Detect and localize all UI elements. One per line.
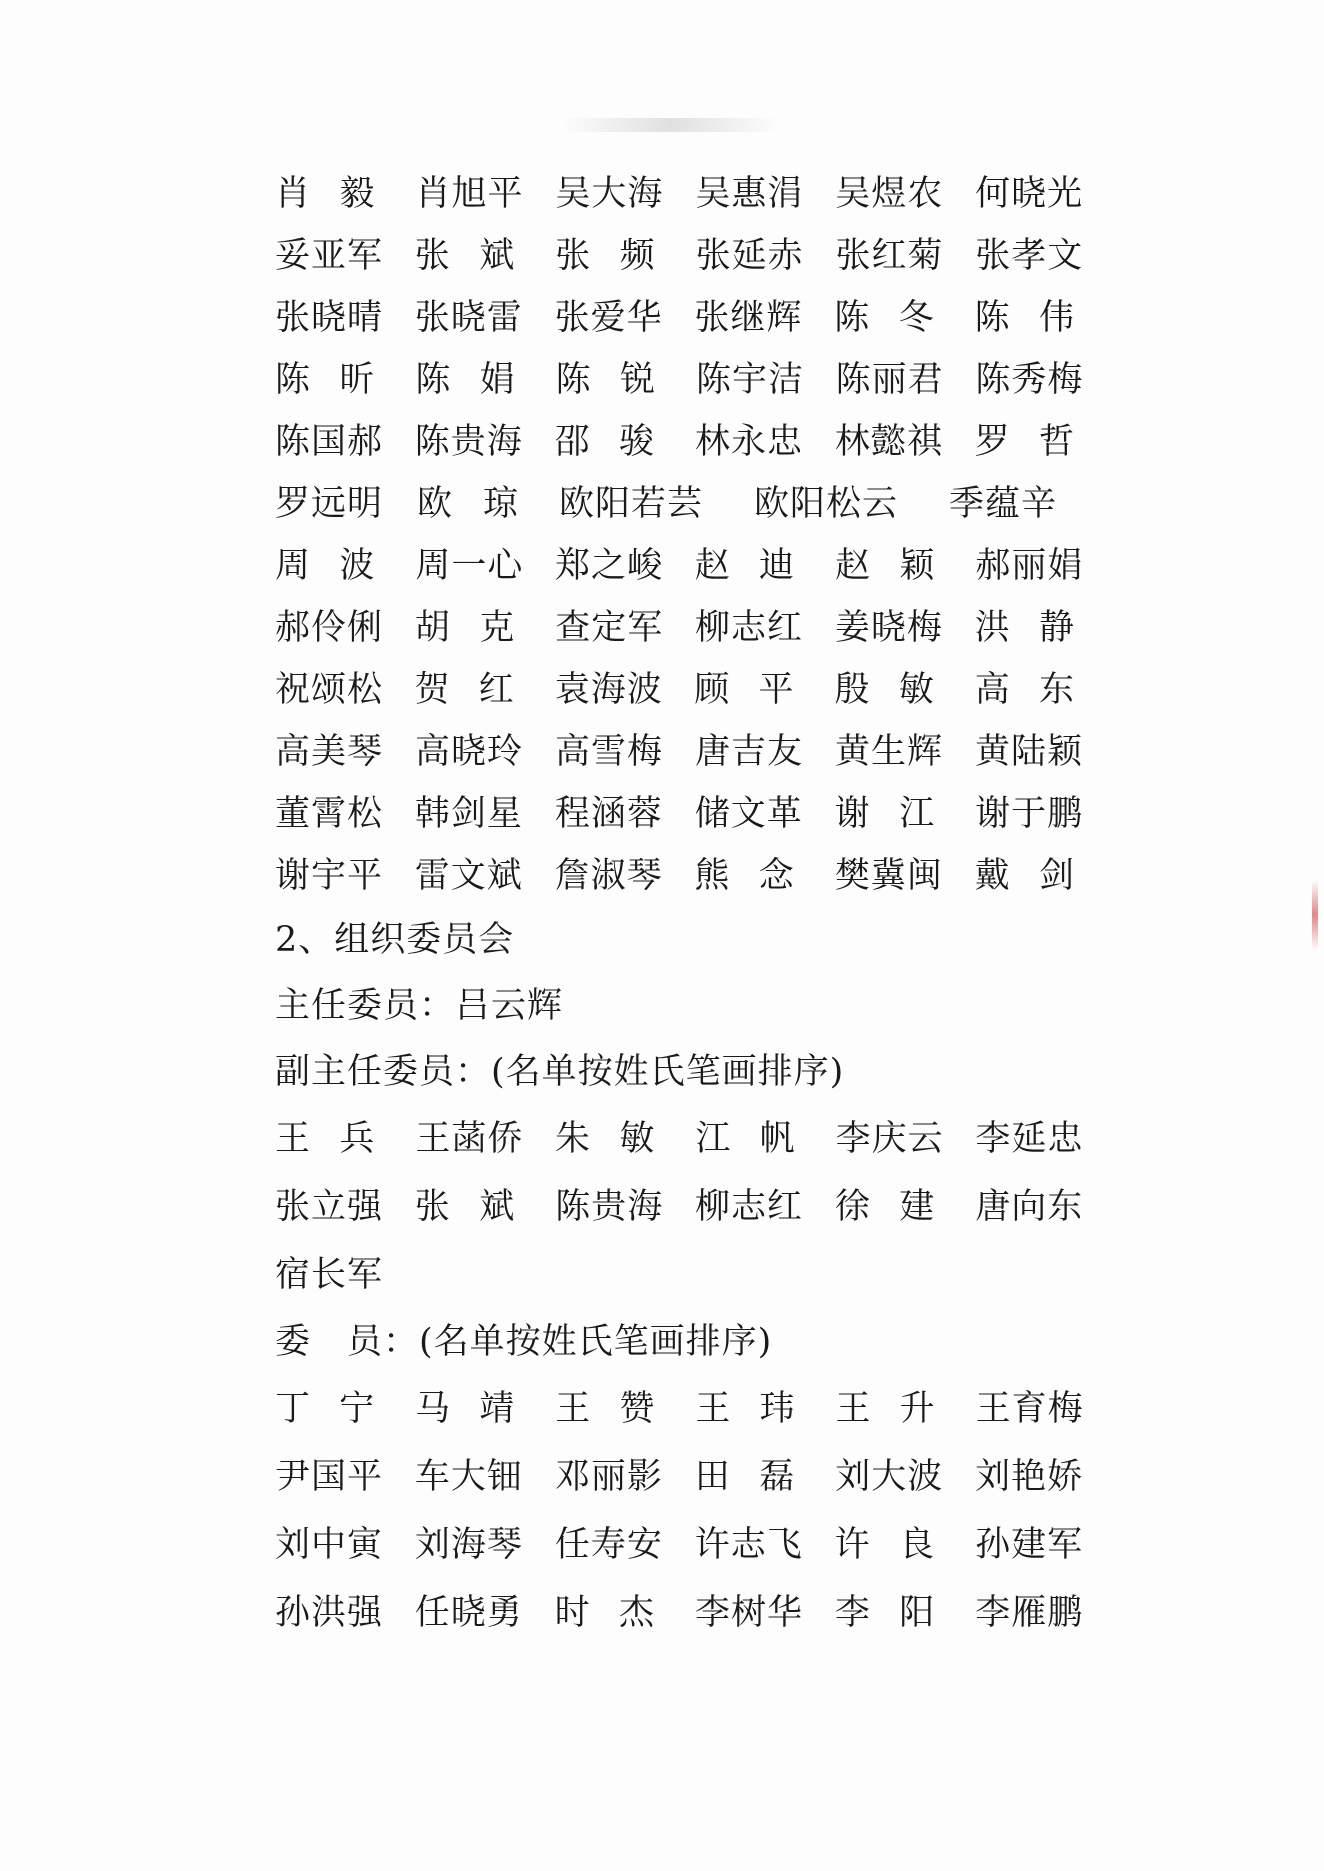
person-name: 董霄松 [275,794,384,834]
person-name: 陈丽君 [835,360,944,400]
person-name: 雷文斌 [414,856,523,896]
person-name: 林懿祺 [834,422,943,462]
person-name: 欧阳若芸 [559,484,704,524]
name-row [275,1576,1115,1644]
person-name: 洪 静 [974,608,1076,648]
person-name: 孙洪强 [275,1593,384,1633]
person-name: 顾 平 [694,670,795,710]
deputy-label: 副主任委员：(名单按姓氏笔画排序) [275,1052,845,1092]
document-content [275,160,1115,1644]
person-name: 柳志红 [695,1187,804,1227]
person-name: 任晓勇 [414,1593,523,1633]
person-name: 高晓玲 [415,732,524,772]
person-name: 郑之峻 [555,546,664,586]
person-name: 李雁鹏 [975,1593,1084,1633]
person-name: 高雪梅 [555,732,664,772]
name-row [275,718,1115,780]
person-name: 戴 剑 [974,856,1076,896]
person-name: 樊冀闽 [834,856,943,896]
person-name: 张立强 [275,1187,384,1227]
person-name: 詹淑琴 [554,856,663,896]
person-name: 刘中寅 [275,1525,384,1565]
person-name: 肖 毅 [275,174,376,214]
committee-1-member-list [275,160,1115,904]
person-name: 陈国郝 [275,422,384,462]
person-name: 胡 克 [414,608,516,648]
name-row [275,1170,1115,1238]
person-name: 黄生辉 [835,732,944,772]
person-name: 徐 建 [834,1187,936,1227]
person-name: 妥亚军 [275,236,384,276]
person-name: 郝伶俐 [275,608,384,648]
person-name: 许志飞 [694,1525,803,1565]
person-name: 王菡侨 [415,1119,524,1159]
person-name: 林永忠 [695,422,804,462]
edge-mark [1312,880,1318,950]
person-name: 王育梅 [975,1389,1084,1429]
person-name: 高 东 [974,670,1075,710]
person-name: 袁海波 [554,670,663,710]
name-row [275,780,1115,842]
person-name: 王 赞 [555,1389,656,1429]
name-row [275,594,1115,656]
deputy-member-list [275,1102,1115,1306]
person-name: 邓丽影 [554,1457,663,1497]
name-row [275,222,1115,284]
name-row [275,1238,1115,1306]
person-name: 尹国平 [275,1457,384,1497]
section-2-heading: 2、组织委员会 [275,920,515,960]
person-name: 张 斌 [414,1187,516,1227]
person-name: 田 磊 [694,1457,796,1497]
person-name: 程涵蓉 [554,794,663,834]
person-name: 张红菊 [835,236,944,276]
director-line [275,970,1115,1036]
person-name: 唐向东 [975,1187,1084,1227]
person-name: 贺 红 [414,670,515,710]
scan-smudge [560,118,780,132]
person-name: 陈 冬 [834,298,935,338]
person-name: 刘艳娇 [975,1457,1084,1497]
name-row [275,160,1115,222]
person-name: 张晓雷 [414,298,523,338]
person-name: 谢宇平 [275,856,384,896]
person-name: 时 杰 [554,1593,656,1633]
person-name: 朱 敏 [555,1119,656,1159]
person-name: 赵 颖 [835,546,936,586]
person-name: 韩剑星 [414,794,523,834]
person-name: 陈 娟 [415,360,516,400]
name-row [275,284,1115,346]
person-name: 谢于鹏 [975,794,1084,834]
person-name: 王 兵 [275,1119,376,1159]
name-row [275,842,1115,904]
person-name: 马 靖 [415,1389,516,1429]
person-name: 张孝文 [975,236,1084,276]
committee-2-member-list [275,1372,1115,1644]
person-name: 陈秀梅 [975,360,1084,400]
person-name: 江 帆 [695,1119,796,1159]
person-name: 车大钿 [414,1457,523,1497]
person-name: 张晓晴 [275,298,384,338]
name-row [275,1102,1115,1170]
director-name: 吕云辉 [455,986,564,1026]
person-name: 谢 江 [834,794,936,834]
director-label: 主任委员： [275,986,456,1026]
name-row [275,470,1115,532]
person-name: 张延赤 [695,236,804,276]
person-name: 罗 哲 [974,422,1076,462]
person-name: 刘大波 [835,1457,944,1497]
person-name: 陈 昕 [275,360,376,400]
person-name: 王 玮 [695,1389,796,1429]
person-name: 吴大海 [555,174,664,214]
person-name: 李延忠 [975,1119,1084,1159]
person-name: 孙建军 [975,1525,1084,1565]
person-name: 欧 琼 [417,484,519,524]
person-name: 查定军 [555,608,664,648]
person-name: 柳志红 [695,608,804,648]
person-name: 欧阳松云 [754,484,899,524]
person-name: 姜晓梅 [834,608,943,648]
person-name: 熊 念 [694,856,795,896]
person-name: 李树华 [695,1593,804,1633]
person-name: 王 升 [835,1389,936,1429]
person-name: 吴惠涓 [695,174,804,214]
name-row [275,408,1115,470]
person-name: 祝颂松 [275,670,384,710]
person-name: 黄陆颖 [975,732,1084,772]
person-name: 刘海琴 [414,1525,523,1565]
name-row [275,532,1115,594]
person-name: 季蕴辛 [949,484,1058,524]
name-row [275,1440,1115,1508]
person-name: 李庆云 [835,1119,944,1159]
person-name: 郝丽娟 [975,546,1084,586]
person-name: 丁 宁 [275,1389,376,1429]
person-name: 何晓光 [975,174,1084,214]
person-name: 陈 锐 [555,360,656,400]
person-name: 周 波 [275,546,376,586]
person-name: 陈贵海 [555,1187,664,1227]
person-name: 宿长军 [275,1255,384,1295]
person-name: 陈宇洁 [695,360,804,400]
person-name: 肖旭平 [415,174,524,214]
person-name: 罗远明 [275,484,384,524]
name-row [275,656,1115,718]
person-name: 储文革 [694,794,803,834]
person-name: 吴煜农 [835,174,944,214]
person-name: 张继辉 [694,298,803,338]
person-name: 许 良 [834,1525,936,1565]
person-name: 张 频 [555,236,656,276]
person-name: 邵 骏 [554,422,656,462]
person-name: 张 斌 [414,236,516,276]
person-name: 张爱华 [554,298,663,338]
person-name: 唐吉友 [695,732,804,772]
person-name: 殷 敏 [834,670,935,710]
name-row [275,1372,1115,1440]
person-name: 李 阳 [834,1593,936,1633]
person-name: 任寿安 [554,1525,663,1565]
name-row [275,1508,1115,1576]
person-name: 周一心 [415,546,524,586]
person-name: 陈贵海 [414,422,523,462]
name-row [275,346,1115,408]
person-name: 赵 迪 [694,546,795,586]
person-name: 高美琴 [275,732,384,772]
members-label: 委 员：(名单按姓氏笔画排序) [275,1322,773,1362]
person-name: 陈 伟 [974,298,1076,338]
